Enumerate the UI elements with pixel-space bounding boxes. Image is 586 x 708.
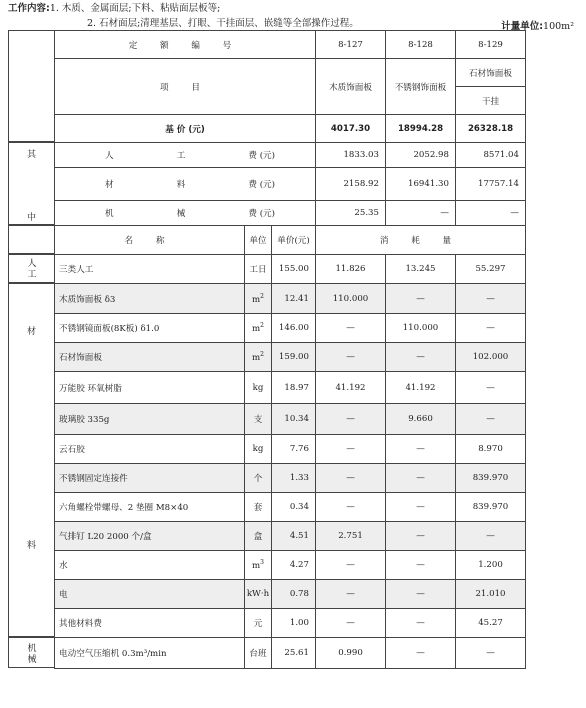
cost-value: 16941.30 <box>386 168 456 201</box>
category-cell <box>8 142 54 225</box>
cost-label-part: 工 <box>176 151 186 161</box>
category-cell <box>8 637 54 668</box>
consumption-value: — <box>456 404 526 435</box>
cost-value: — <box>456 201 526 226</box>
item-name: 木质饰面板 <box>316 59 386 115</box>
item-name: 石材饰面板 <box>456 59 526 87</box>
cost-label-part: 人 <box>105 151 114 161</box>
category-label: 机械 <box>27 644 37 665</box>
cost-row <box>55 143 526 168</box>
consumption-value: 2.751 <box>316 522 386 551</box>
col-price: 单价(元) <box>272 226 316 255</box>
work-content-line2: 2. 石材面层;清理基层、打眼、干挂面层、嵌缝等全部操作过程。 <box>87 18 359 29</box>
resource-unit: 工日 <box>245 255 272 284</box>
material-row <box>55 493 526 522</box>
col-consume: 消 耗 量 <box>316 226 526 255</box>
material-row <box>55 580 526 609</box>
material-row <box>55 343 526 372</box>
consumption-value: 110.000 <box>316 284 386 314</box>
consumption-value: — <box>456 638 526 669</box>
consumption-value: 1.200 <box>456 551 526 580</box>
resource-price: 146.00 <box>272 314 316 343</box>
cost-row <box>55 201 526 226</box>
base-price-value: 18994.28 <box>386 115 456 143</box>
consumption-value: — <box>316 404 386 435</box>
resource-unit: 元 <box>245 609 272 638</box>
consumption-value: 102.000 <box>456 343 526 372</box>
quota-code: 8-129 <box>456 31 526 59</box>
resource-price: 0.78 <box>272 580 316 609</box>
work-content-line1: 工作内容:1. 木质、金属面层;下料、粘贴面层板等; <box>8 3 221 14</box>
resource-unit: 盒 <box>245 522 272 551</box>
resource-unit: $m^2$ <box>245 284 272 314</box>
consumption-value: — <box>386 551 456 580</box>
cost-label <box>55 201 316 226</box>
cost-value: 25.35 <box>316 201 386 226</box>
cost-label-part: 械 <box>176 209 186 219</box>
item-row <box>55 59 526 87</box>
resource-unit: kg <box>245 372 272 404</box>
resource-name: 石材饰面板 <box>55 343 245 372</box>
resource-name: 气排钉 L20 2000 个/盒 <box>55 522 245 551</box>
col-name: 名 称 <box>55 226 245 255</box>
resource-name: 水 <box>55 551 245 580</box>
resource-unit: $m^3$ <box>245 551 272 580</box>
machine-row <box>55 638 526 669</box>
resource-name: 电动空气压缩机 0.3m³/min <box>55 638 245 669</box>
resource-name: 其他材料费 <box>55 609 245 638</box>
resource-name: 万能胶 环氧树脂 <box>55 372 245 404</box>
base-price-value: 4017.30 <box>316 115 386 143</box>
consumption-value: 8.970 <box>456 435 526 464</box>
resource-unit: 套 <box>245 493 272 522</box>
material-row <box>55 284 526 314</box>
resource-unit: $m^2$ <box>245 343 272 372</box>
consumption-value: — <box>386 638 456 669</box>
quota-code-label: 定 额 编 号 <box>55 31 316 59</box>
material-row <box>55 464 526 493</box>
base-price-value: 26328.18 <box>456 115 526 143</box>
consumption-value: 55.297 <box>456 255 526 284</box>
category-cell <box>8 30 54 142</box>
quota-code-row <box>55 31 526 59</box>
resource-unit: kg <box>245 435 272 464</box>
cost-label-part: 费 (元) <box>248 209 275 219</box>
consumption-value: — <box>316 609 386 638</box>
consumption-value: — <box>456 522 526 551</box>
resource-price: 155.00 <box>272 255 316 284</box>
consumption-value: 41.192 <box>386 372 456 404</box>
resource-price: 1.33 <box>272 464 316 493</box>
cost-label-part: 材 <box>105 180 114 190</box>
category-label: 料 <box>26 541 36 551</box>
consumption-value: — <box>386 464 456 493</box>
resource-price: 0.34 <box>272 493 316 522</box>
resource-name: 玻璃胶 335g <box>55 404 245 435</box>
resource-unit: kW·h <box>245 580 272 609</box>
consumption-value: — <box>316 580 386 609</box>
cost-value: — <box>386 201 456 226</box>
consumption-value: — <box>386 522 456 551</box>
consumption-value: — <box>316 464 386 493</box>
material-row <box>55 372 526 404</box>
resource-unit: 支 <box>245 404 272 435</box>
material-row <box>55 435 526 464</box>
consumption-value: — <box>456 372 526 404</box>
resource-price: 12.41 <box>272 284 316 314</box>
cost-value: 1833.03 <box>316 143 386 168</box>
base-price-row <box>55 115 526 143</box>
consumption-value: — <box>316 314 386 343</box>
material-row <box>55 404 526 435</box>
cost-label-part: 费 (元) <box>248 151 275 161</box>
resource-name: 云石胶 <box>55 435 245 464</box>
item-sub: 干挂 <box>456 87 526 115</box>
consumption-value: — <box>386 435 456 464</box>
category-cell <box>8 283 54 637</box>
resource-price: 4.51 <box>272 522 316 551</box>
consumption-value: — <box>316 493 386 522</box>
category-label: 材 <box>26 327 36 337</box>
resource-price: 25.61 <box>272 638 316 669</box>
consumption-value: 0.990 <box>316 638 386 669</box>
resource-unit: $m^2$ <box>245 314 272 343</box>
cost-row <box>55 168 526 201</box>
cost-value: 2052.98 <box>386 143 456 168</box>
consumption-value: 839.970 <box>456 493 526 522</box>
resource-name: 不锈钢镜面板(8K板) δ1.0 <box>55 314 245 343</box>
material-row <box>55 609 526 638</box>
cost-label-part: 费 (元) <box>248 180 275 190</box>
consumption-value: 110.000 <box>386 314 456 343</box>
resource-price: 159.00 <box>272 343 316 372</box>
cost-label <box>55 143 316 168</box>
cost-value: 2158.92 <box>316 168 386 201</box>
consumption-value: — <box>386 580 456 609</box>
base-price-label: 基 价 (元) <box>55 115 316 143</box>
consumption-value: — <box>386 343 456 372</box>
cost-value: 17757.14 <box>456 168 526 201</box>
consumption-value: 45.27 <box>456 609 526 638</box>
consumption-value: — <box>456 314 526 343</box>
resource-name: 木质饰面板 δ3 <box>55 284 245 314</box>
category-cell <box>8 254 54 283</box>
cost-label-part: 料 <box>176 180 186 190</box>
cost-label-part: 机 <box>105 209 114 219</box>
resource-price: 10.34 <box>272 404 316 435</box>
material-row <box>55 551 526 580</box>
consumption-value: — <box>386 284 456 314</box>
resource-name: 电 <box>55 580 245 609</box>
resource-unit: 个 <box>245 464 272 493</box>
consumption-value: — <box>456 284 526 314</box>
col-unit: 单位 <box>245 226 272 255</box>
material-row <box>55 522 526 551</box>
consumption-value: — <box>386 493 456 522</box>
item-label: 项 目 <box>55 59 316 115</box>
category-label: 中 <box>26 213 36 223</box>
quota-code: 8-127 <box>316 31 386 59</box>
column-header-row <box>55 226 526 255</box>
quota-code: 8-128 <box>386 31 456 59</box>
resource-price: 4.27 <box>272 551 316 580</box>
material-row <box>55 314 526 343</box>
category-cell <box>8 225 54 254</box>
consumption-value: — <box>316 435 386 464</box>
category-label: 其 <box>26 150 36 160</box>
resource-name: 不锈钢固定连接件 <box>55 464 245 493</box>
consumption-value: — <box>386 609 456 638</box>
category-label: 人工 <box>27 259 37 280</box>
resource-price: 7.76 <box>272 435 316 464</box>
labor-row <box>55 255 526 284</box>
quota-table <box>54 30 526 669</box>
consumption-value: — <box>316 343 386 372</box>
consumption-value: 41.192 <box>316 372 386 404</box>
resource-price: 1.00 <box>272 609 316 638</box>
resource-name: 三类人工 <box>55 255 245 284</box>
consumption-value: 13.245 <box>386 255 456 284</box>
resource-unit: 台班 <box>245 638 272 669</box>
resource-price: 18.97 <box>272 372 316 404</box>
resource-name: 六角螺栓带螺母、2 垫圈 M8×40 <box>55 493 245 522</box>
consumption-value: 9.660 <box>386 404 456 435</box>
cost-value: 8571.04 <box>456 143 526 168</box>
cost-label <box>55 168 316 201</box>
item-name: 不锈钢饰面板 <box>386 59 456 115</box>
consumption-value: 11.826 <box>316 255 386 284</box>
consumption-value: 21.010 <box>456 580 526 609</box>
consumption-value: 839.970 <box>456 464 526 493</box>
consumption-value: — <box>316 551 386 580</box>
unit-of-measure: 计量单位:100m² <box>501 21 574 32</box>
